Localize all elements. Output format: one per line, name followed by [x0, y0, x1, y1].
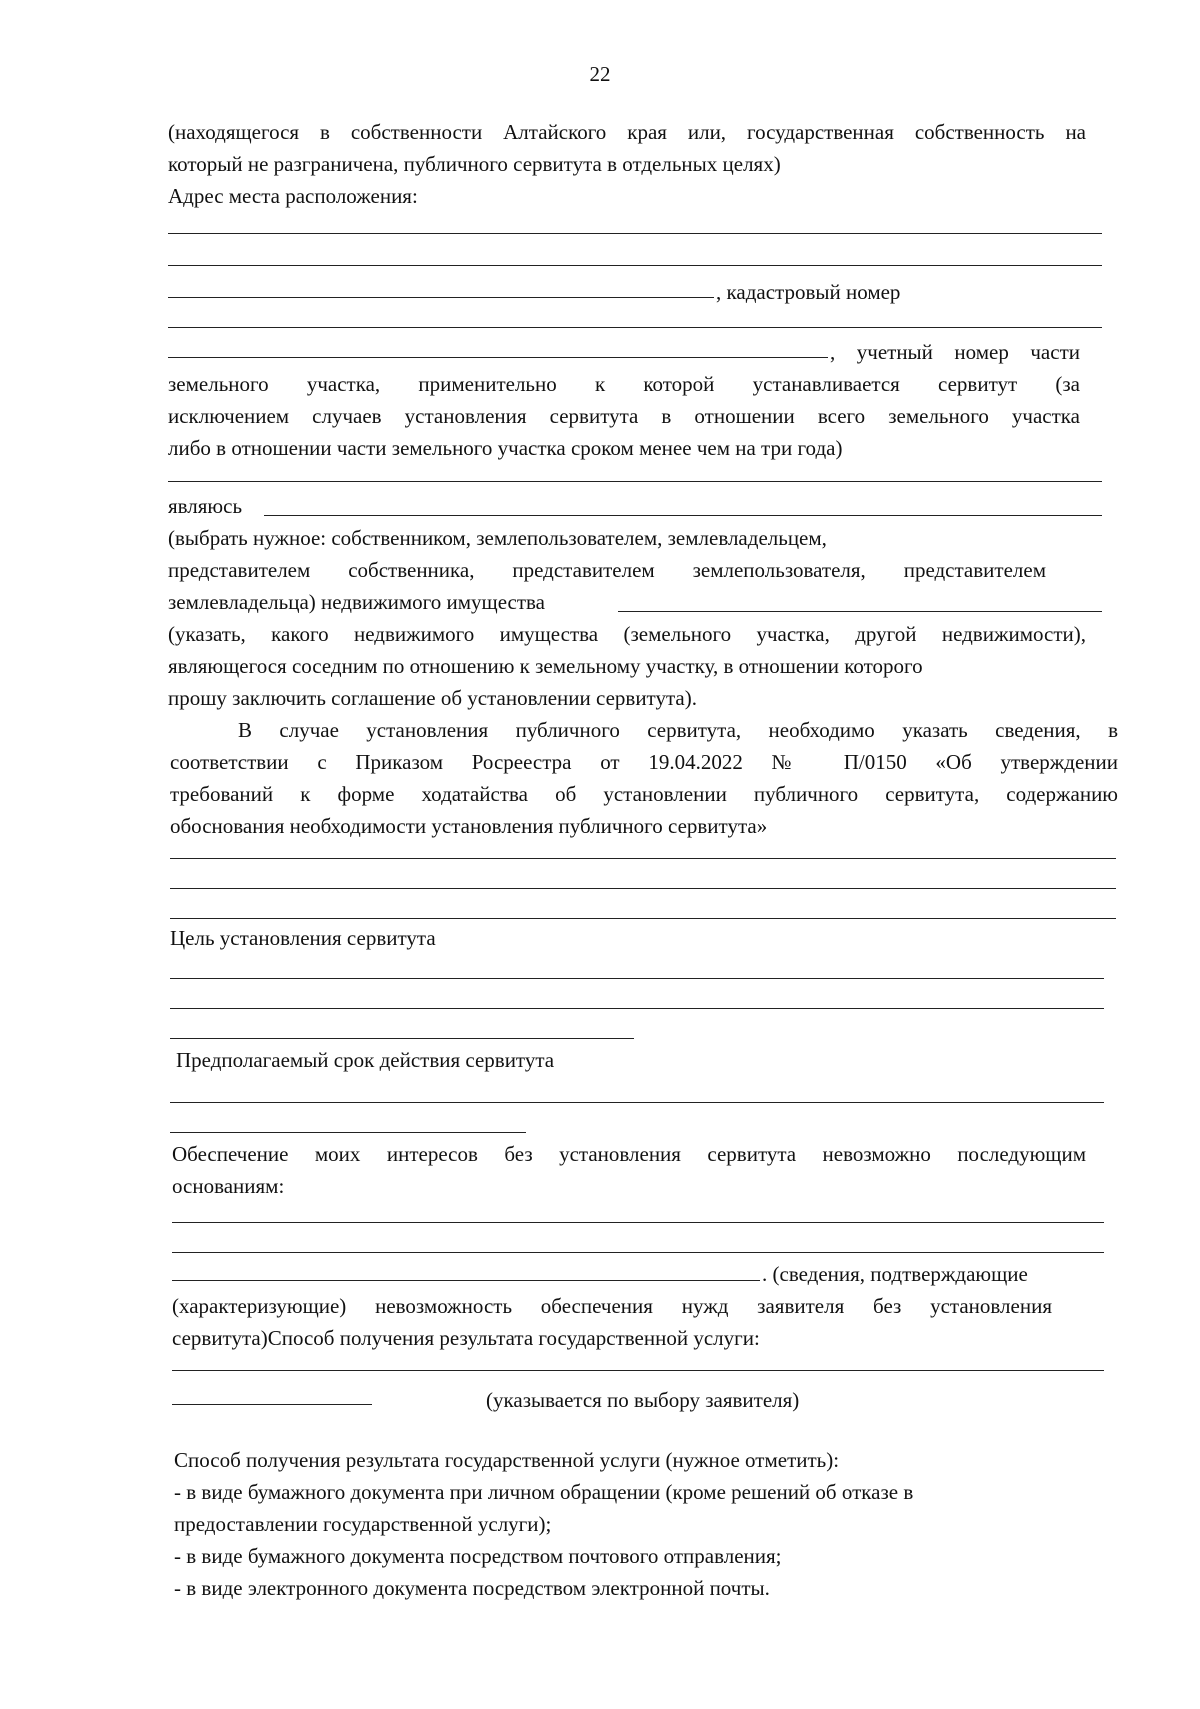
accounting-label: , учетный номер части	[830, 340, 1080, 364]
property-input-line[interactable]	[618, 611, 1102, 612]
address-line-1[interactable]	[168, 233, 1102, 234]
role-input-line[interactable]	[264, 515, 1102, 516]
public-info-line-3[interactable]	[170, 918, 1116, 919]
grounds-line-b[interactable]	[172, 1252, 1104, 1253]
term-label: Предполагаемый срок действия сервитута	[176, 1048, 555, 1072]
result-method-short-line[interactable]	[172, 1404, 372, 1405]
role-label: являюсь	[168, 494, 243, 518]
intro-line-2: который не разграничена, публичного сервитута в отдельных целях)	[168, 152, 781, 176]
public-servitude-line-4: обоснования необходимости установления публичного сервитута»	[170, 814, 768, 838]
blank-line-4[interactable]	[168, 481, 1102, 482]
result-method-line[interactable]	[172, 1370, 1104, 1371]
public-servitude-line-2: соответствии с Приказом Росреестра от 19.04.2022 № П/0150 «Об утверждении	[170, 750, 1118, 774]
role-hint-3: землевладельца) недвижимого имущества	[168, 590, 546, 614]
role-hint-6: прошу заключить соглашение об установлении сервитута).	[168, 686, 697, 710]
page-number: 22	[589, 62, 611, 86]
delivery-option-1b: предоставлении государственной услуги);	[174, 1512, 552, 1536]
term-line-2[interactable]	[170, 1132, 526, 1133]
delivery-option-3: - в виде электронного документа посредством электронной почты.	[174, 1576, 770, 1600]
delivery-option-2: - в виде бумажного документа посредством почтового отправления;	[174, 1544, 782, 1568]
address-line-2[interactable]	[168, 265, 1102, 266]
choice-note: (указывается по выбору заявителя)	[486, 1388, 800, 1412]
cadastral-label: , кадастровый номер	[716, 280, 901, 304]
public-info-line-2[interactable]	[170, 888, 1116, 889]
grounds-line-a[interactable]	[172, 1222, 1104, 1223]
role-hint-1: (выбрать нужное: собственником, землепользователем, землевладельцем,	[168, 526, 827, 550]
intro-line-1: (находящегося в собственности Алтайского края или, государственная собственность на	[168, 120, 1086, 144]
term-line-1[interactable]	[170, 1102, 1104, 1103]
role-hint-2: представителем собственника, представителем землепользователя, представителем	[168, 558, 1046, 582]
grounds-line-4: сервитута)Способ получения результата государственной услуги:	[172, 1326, 760, 1350]
purpose-label: Цель установления сервитута	[170, 926, 436, 950]
grounds-line-1: Обеспечение моих интересов без установления сервитута невозможно последующим	[172, 1142, 1086, 1166]
delivery-title: Способ получения результата государственной услуги (нужное отметить):	[174, 1448, 840, 1472]
purpose-line-3[interactable]	[170, 1038, 634, 1039]
grounds-info-label: . (сведения, подтверждающие	[762, 1262, 1028, 1286]
address-label: Адрес места расположения:	[168, 184, 418, 208]
grounds-line-c[interactable]	[172, 1280, 760, 1281]
public-info-line-1[interactable]	[170, 858, 1116, 859]
accounting-number-line[interactable]	[168, 357, 828, 358]
purpose-line-1[interactable]	[170, 978, 1104, 979]
grounds-line-3: (характеризующие) невозможность обеспечения нужд заявителя без установления	[172, 1294, 1052, 1318]
public-servitude-line-1: В случае установления публичного сервитута, необходимо указать сведения, в	[238, 718, 1118, 742]
accounting-line-2: исключением случаев установления сервитута в отношении всего земельного участка	[168, 404, 1080, 428]
blank-line-3[interactable]	[168, 327, 1102, 328]
accounting-line-1: земельного участка, применительно к которой устанавливается сервитут (за	[168, 372, 1080, 396]
cadastral-number-line[interactable]	[168, 297, 714, 298]
delivery-option-1a: - в виде бумажного документа при личном обращении (кроме решений об отказе в	[174, 1480, 914, 1504]
public-servitude-line-3: требований к форме ходатайства об установлении публичного сервитута, содержанию	[170, 782, 1118, 806]
accounting-line-3: либо в отношении части земельного участка сроком менее чем на три года)	[168, 436, 843, 460]
purpose-line-2[interactable]	[170, 1008, 1104, 1009]
role-hint-4: (указать, какого недвижимого имущества (земельного участка, другой недвижимости),	[168, 622, 1086, 646]
role-hint-5: являющегося соседним по отношению к земельному участку, в отношении которого	[168, 654, 923, 678]
grounds-line-2: основаниям:	[172, 1174, 285, 1198]
